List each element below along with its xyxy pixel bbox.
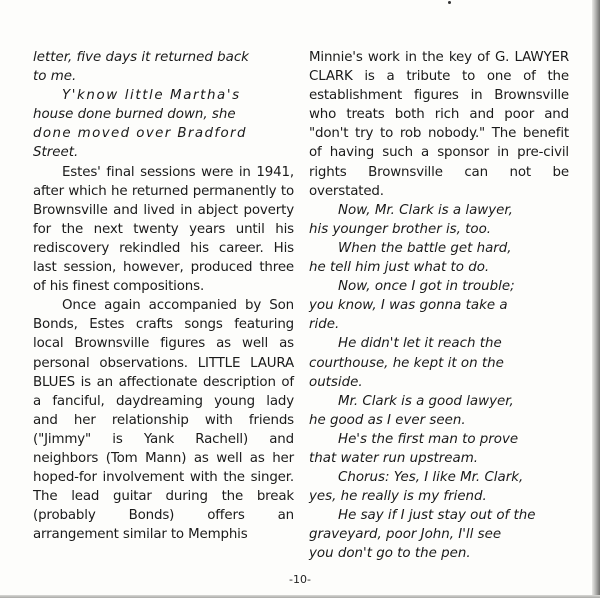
lyric-line: you know, I was gonna take a [309, 298, 508, 314]
lyric-stanza [33, 86, 294, 162]
lyric-line: Y'know little Martha's [62, 88, 241, 104]
lyric-stanza [309, 506, 569, 563]
lyric-line: graveyard, poor John, I'll see [309, 527, 502, 543]
lyric-line: Now, Mr. Clark is a lawyer, [338, 202, 513, 218]
lyric-line: yes, he really is my friend. [309, 489, 487, 505]
lyric-line: done moved over Bradford [33, 126, 247, 142]
right-column [309, 48, 569, 564]
lyric-stanza [33, 48, 294, 86]
lyric-line: ride. [309, 317, 340, 333]
lyric-line: Now, once I got in trouble; [338, 279, 515, 295]
lyric-stanza [309, 277, 569, 334]
lyric-line: He say if I just stay out of the [338, 508, 536, 524]
lyrics-block [309, 201, 569, 564]
lyric-line: Chorus: Yes, I like Mr. Clark, [338, 470, 524, 486]
body-paragraph: Estes' final sessions were in 1941, after which he returned permanently to Brownsville and lived in abject poverty for the next twenty years until his rediscovery rekindled his career. His last session, however, produced three of his finest compositions. [33, 164, 294, 295]
lyric-line: courthouse, he kept it on the [309, 355, 504, 371]
lyric-line: outside. [309, 374, 363, 390]
lyric-line: he tell him just what to do. [309, 260, 490, 276]
body-paragraph: Once again accompanied by Son Bonds, Estes crafts songs featuring local Brownsville figures as well as personal observations. LITTLE LAURA BLUES is an affectionate description of a fanciful, daydreaming young lady and her relationship with friends ("Jimmy" is Yank Rachell) and neighbors (Tom Mann) as well as her hoped-for involvement with the singer. The lead guitar during the break (probably Bonds) offers an arrangement similar to Memphis [33, 298, 294, 543]
lyric-stanza [309, 392, 569, 430]
lyric-line: that water run upstream. [309, 450, 479, 466]
lyric-line: you don't go to the pen. [309, 546, 471, 562]
lyric-line: house done burned down, she [33, 107, 236, 123]
lyric-stanza [309, 430, 569, 468]
lyric-line: Mr. Clark is a good lawyer, [338, 393, 514, 409]
lyric-line: to me. [33, 69, 77, 85]
lyric-line: He didn't let it reach the [338, 336, 502, 352]
body-paragraph: Minnie's work in the key of G. LAWYER CLARK is a tribute to one of the establishment figures in Brownsville who treats both rich and poor and "don't try to rob nobody." The benefit of having such a sponsor in pre-civil rights Brownsville can not be overstated. [309, 50, 569, 199]
lyric-line: he good as I ever seen. [309, 412, 466, 428]
lyric-line: his younger brother is, too. [309, 221, 492, 237]
lyric-stanza [309, 334, 569, 391]
booklet-spine-shadow [592, 0, 600, 598]
lyric-line: He's the first man to prove [338, 431, 519, 447]
lyric-stanza [309, 239, 569, 277]
lyric-line: letter, five days it returned back [33, 50, 249, 65]
left-column [33, 48, 294, 544]
lyric-stanza [309, 201, 569, 239]
lyric-line: When the battle get hard, [338, 240, 512, 256]
lyric-line: Street. [33, 145, 79, 161]
lyric-stanza [309, 468, 569, 506]
page-number: -10- [289, 573, 311, 586]
scan-speck [448, 1, 451, 4]
